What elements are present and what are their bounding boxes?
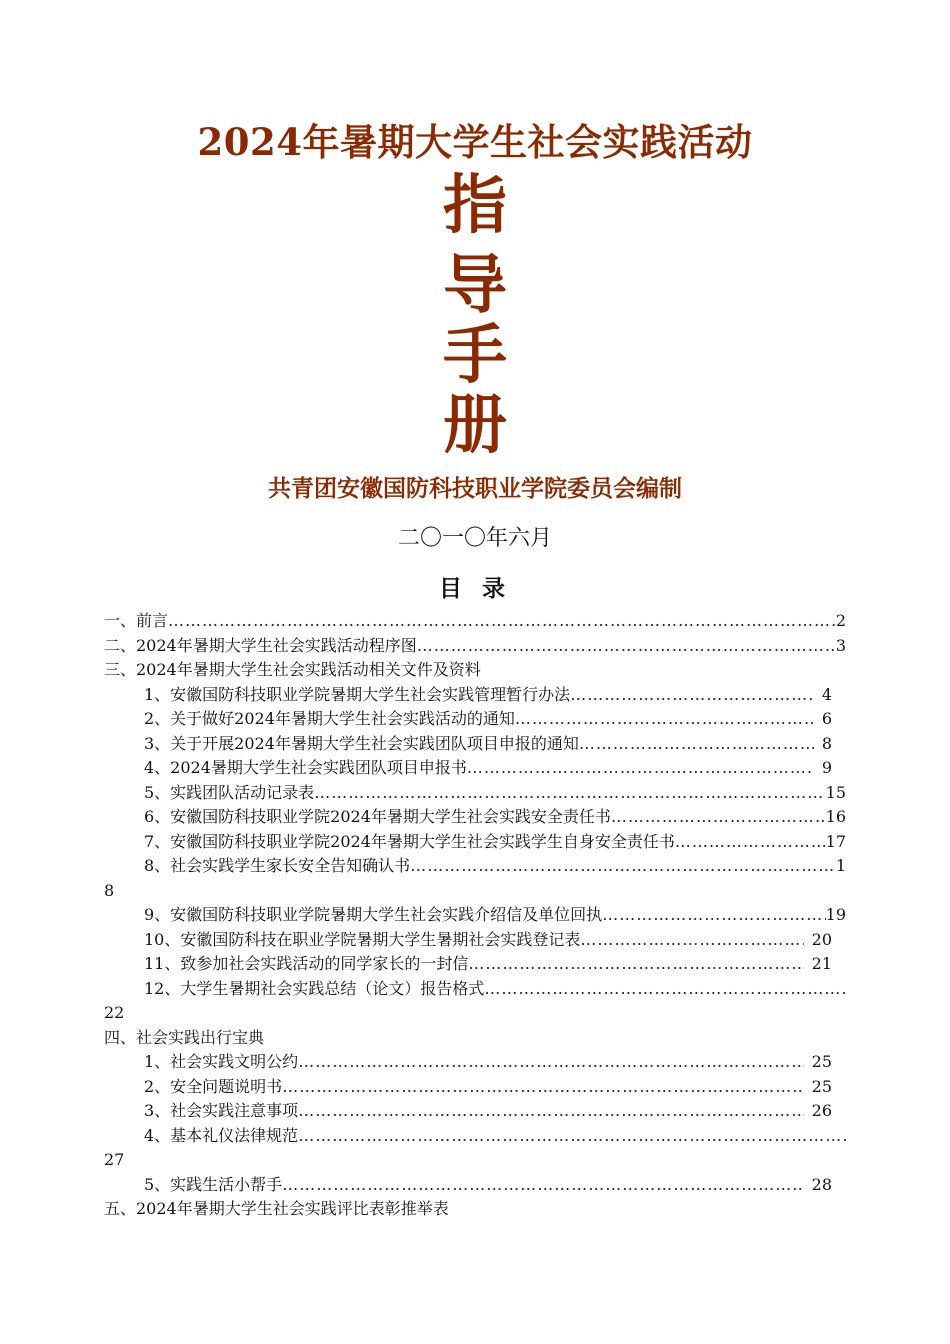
table-of-contents — [104, 609, 846, 1222]
page-number: 28 — [811, 1174, 832, 1194]
toc-entry: 8、社会实践学生家长安全告知确认书 ………………………………………………………………………………………………………………………………… 1 — [104, 854, 846, 879]
page-number: 6 — [821, 709, 832, 728]
dot-leader — [410, 854, 836, 879]
toc-entry: 3、社会实践注意事项 ………………………………………………………………………………………………………………………………… 26 — [104, 1099, 846, 1124]
toc-entry: 6、安徽国防科技职业学院2024年暑期大学生社会实践安全责任书 ………………………………………………………………………………………………………………………………… 16 — [104, 805, 846, 830]
toc-entry: 3、关于开展2024年暑期大学生社会实践团队项目申报的通知 ………………………………………………………………………………………………………………………………… 8 — [104, 732, 846, 757]
dot-leader — [611, 805, 826, 830]
dot-leader — [468, 952, 803, 977]
page-number: 1 — [835, 856, 846, 875]
toc-entry: 1、安徽国防科技职业学院暑期大学生社会实践管理暂行办法 ………………………………………………………………………………………………………………………………… 4 — [104, 683, 846, 708]
dot-leader — [298, 1124, 846, 1149]
dot-leader — [298, 1050, 803, 1075]
toc-entry: 11、致参加社会实践活动的同学家长的一封信 ………………………………………………………………………………………………………………………………… 21 — [104, 952, 846, 977]
dot-leader — [168, 609, 836, 634]
dot-leader — [417, 634, 836, 659]
toc-entry: 一、前言 ………………………………………………………………………………………………………………………………… 2 — [104, 609, 846, 634]
page-number-continuation: 8 — [104, 880, 115, 900]
page-number-continuation: 22 — [104, 1003, 125, 1022]
cover-char-1: 指 — [443, 168, 507, 243]
page-number: 17 — [825, 831, 846, 851]
dot-leader — [467, 756, 814, 781]
cover-char-2: 导 — [443, 248, 507, 323]
toc-entry: 9、安徽国防科技职业学院暑期大学生社会实践介绍信及单位回执 ………………………………………………………………………………………………………………………………… 19 — [104, 903, 846, 928]
page-number: 21 — [811, 954, 832, 973]
dot-leader — [602, 903, 825, 928]
cover-char-3: 手 — [443, 318, 507, 393]
dot-leader — [515, 707, 814, 732]
page-number: 8 — [821, 733, 832, 753]
dot-leader — [579, 732, 814, 757]
organization: 共青团安徽国防科技职业学院委员会编制 — [268, 475, 682, 502]
dot-leader — [675, 830, 826, 855]
page-number: 25 — [811, 1052, 832, 1071]
toc-section: 三、2024年暑期大学生社会实践活动相关文件及资料 — [104, 660, 481, 679]
toc-entry: 12、大学生暑期社会实践总结（论文）报告格式 ………………………………………………………………………………………………………………………………… — [104, 977, 846, 1002]
dot-leader — [298, 1099, 803, 1124]
page-number-continuation: 27 — [104, 1150, 125, 1169]
dot-leader — [282, 1075, 803, 1100]
dot-leader — [282, 1173, 803, 1198]
page-number: 16 — [825, 807, 846, 826]
dot-leader — [580, 928, 803, 953]
toc-entry: 2、安全问题说明书 ………………………………………………………………………………………………………………………………… 25 — [104, 1075, 846, 1100]
dot-leader — [570, 683, 814, 708]
page-number: 19 — [825, 905, 846, 924]
document-title: 2024年暑期大学生社会实践活动 — [197, 120, 753, 164]
page-number: 26 — [811, 1101, 832, 1120]
toc-entry: 5、实践团队活动记录表 ………………………………………………………………………………………………………………………………… 15 — [104, 781, 846, 806]
toc-section: 四、社会实践出行宝典 — [104, 1027, 265, 1047]
toc-entry: 10、安徽国防科技在职业学院暑期大学生暑期社会实践登记表 ………………………………………………………………………………………………………………………………… 20 — [104, 928, 846, 953]
page-number: 20 — [811, 929, 832, 949]
page-number: 9 — [821, 758, 832, 777]
publish-date: 二〇一〇年六月 — [397, 526, 552, 551]
toc-entry: 二、2024年暑期大学生社会实践活动程序图 ………………………………………………………………………………………………………………………………… 3 — [104, 634, 846, 659]
toc-entry: 4、基本礼仪法律规范 ………………………………………………………………………………………………………………………………… — [104, 1124, 846, 1149]
page-number: 15 — [825, 782, 846, 802]
dot-leader — [484, 977, 846, 1002]
toc-entry: 1、社会实践文明公约 ………………………………………………………………………………………………………………………………… 25 — [104, 1050, 846, 1075]
toc-entry: 7、安徽国防科技职业学院2024年暑期大学生社会实践学生自身安全责任书 ………………………………………………………………………………………………………………………………… 17 — [104, 830, 846, 855]
toc-section: 五、2024年暑期大学生社会实践评比表彰推举表 — [104, 1199, 449, 1218]
page-number: 25 — [811, 1076, 832, 1096]
toc-entry: 5、实践生活小帮手 ………………………………………………………………………………………………………………………………… 28 — [104, 1173, 846, 1198]
cover-char-4: 册 — [443, 388, 507, 463]
toc-heading: 目 录 — [438, 575, 511, 602]
page-number: 4 — [821, 684, 832, 704]
page-number: 3 — [835, 635, 846, 655]
page-number: 2 — [835, 611, 846, 630]
toc-entry: 2、关于做好2024年暑期大学生社会实践活动的通知 ………………………………………………………………………………………………………………………………… 6 — [104, 707, 846, 732]
toc-entry: 4、2024暑期大学生社会实践团队项目申报书 ………………………………………………………………………………………………………………………………… 9 — [104, 756, 846, 781]
dot-leader — [314, 781, 825, 806]
